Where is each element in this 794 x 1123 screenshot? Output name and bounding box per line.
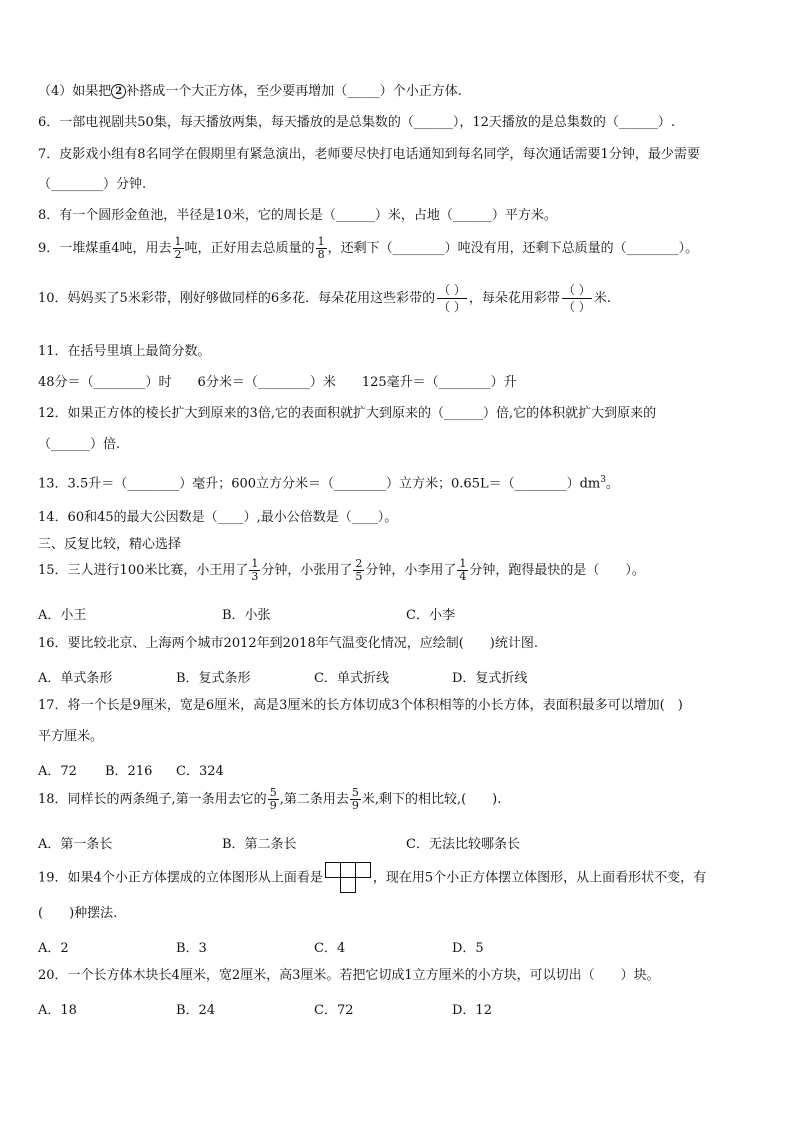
question-15: 15．三人进行100米比赛，小王用了 $\frac{1}{3}$ 分钟，小张用了 $\frac{2}{5}$ 分钟，小李用了 $\frac{1}{4}$ 分钟，跑得最快的是（ ）。 bbox=[38, 557, 645, 583]
question-14: 14．60和45的最大公因数是（____）,最小公倍数是（____）。 bbox=[38, 510, 398, 525]
option-a: A．单式条形 bbox=[38, 671, 113, 686]
question-17-line1: 17．将一个长是9厘米，宽是6厘米，高是3厘米的长方体切成3个体积相等的小长方体，表面积最多可以增加( ) bbox=[38, 698, 683, 713]
question-11-line2: 48分＝（________）时 6分米＝（________）米 125毫升＝（________）升 bbox=[38, 375, 517, 390]
fraction: $\frac{2}{5}$ bbox=[355, 557, 363, 583]
blank-fraction: （ ） （ ） bbox=[562, 283, 591, 314]
fraction: $\frac{1}{4}$ bbox=[459, 557, 467, 583]
option-c: C．单式折线 bbox=[314, 671, 389, 686]
option-a: A．2 bbox=[38, 941, 69, 956]
option-b: B．复式条形 bbox=[176, 671, 251, 686]
fraction: $\frac{1}{3}$ bbox=[251, 557, 259, 583]
option-b: B．24 bbox=[176, 1003, 216, 1018]
question-16: 16．要比较北京、上海两个城市2012年到2018年气温变化情况，应绘制( )统计图. bbox=[38, 636, 538, 651]
option-d: D．12 bbox=[452, 1003, 492, 1018]
question-11-line1: 11．在括号里填上最简分数。 bbox=[38, 344, 211, 359]
option-c: C．324 bbox=[176, 764, 224, 779]
option-c: C．小李 bbox=[406, 608, 455, 623]
option-d: D．复式折线 bbox=[452, 671, 528, 686]
question-7-line2: （________）分钟. bbox=[38, 177, 147, 192]
question-19: 19．如果4个小正方体摆成的立体图形从上面看是 ，现在用5个小正方体摆立体图形，从上面看形状不变，有 bbox=[38, 862, 706, 894]
option-d: D．5 bbox=[452, 941, 484, 956]
question-12-line1: 12．如果正方体的棱长扩大到原来的3倍,它的表面积就扩大到原来的（______）倍,它的体积就扩大到原来的 bbox=[38, 406, 657, 421]
question-12-line2: （______）倍. bbox=[38, 437, 121, 452]
fraction: $\frac{1}{2}$ bbox=[174, 235, 182, 261]
option-b: B．第二条长 bbox=[222, 837, 297, 852]
option-c: C．72 bbox=[314, 1003, 354, 1018]
top-view-figure bbox=[325, 862, 371, 894]
question-9: 9．一堆煤重4吨，用去 $\frac{1}{2}$ 吨，正好用去总质量的 $\frac{1}{8}$ ，还剩下（________）吨没有用，还剩下总质量的（________）。 bbox=[38, 235, 699, 261]
question-8: 8．有一个圆形金鱼池，半径是10米，它的周长是（______）米，占地（______）平方米。 bbox=[38, 208, 557, 223]
option-a: A．72 bbox=[38, 764, 77, 779]
section-heading: 三、反复比较，精心选择 bbox=[38, 537, 182, 552]
fraction: $\frac{5}{9}$ bbox=[351, 786, 359, 812]
question-19-line2: ( )种摆法. bbox=[38, 906, 118, 921]
option-b: B．216 bbox=[105, 764, 153, 779]
question-18: 18．同样长的两条绳子,第一条用去它的 $\frac{5}{9}$ ,第二条用去 $\frac{5}{9}$ 米,剩下的相比较,( ). bbox=[38, 786, 502, 812]
question-17-line2: 平方厘米。 bbox=[38, 729, 104, 744]
option-a: A．18 bbox=[38, 1003, 77, 1018]
question-7-line1: 7．皮影戏小组有8名同学在假期里有紧急演出，老师要尽快打电话通知到每名同学，每次通话需要1分钟，最少需要 bbox=[38, 147, 700, 162]
question-20: 20．一个长方体木块长4厘米，宽2厘米，高3厘米。若把它切成1立方厘米的小方块，可以切出（ ）块。 bbox=[38, 968, 660, 983]
question-10: 10．妈妈买了5米彩带，刚好够做同样的6多花．每朵花用这些彩带的 （ ） （ ） ，每朵花用彩带 （ ） （ ） 米. bbox=[38, 283, 611, 314]
fraction: $\frac{1}{8}$ bbox=[317, 235, 325, 261]
option-a: A．第一条长 bbox=[38, 837, 113, 852]
option-c: C．无法比较哪条长 bbox=[406, 837, 520, 852]
q4-sub-line: （4）如果把 2 补搭成一个大正方体，至少要再增加（_____）个小正方体. bbox=[38, 84, 462, 99]
option-b: B．小张 bbox=[222, 608, 271, 623]
question-6: 6．一部电视剧共50集，每天播放两集，每天播放的是总集数的（______），12天播放的是总集数的（______）. bbox=[38, 115, 675, 130]
fraction: $\frac{5}{9}$ bbox=[269, 786, 277, 812]
question-13: 13．3.5升＝（________）毫升；600立方分米＝（________）立方米；$0.65L=(\_\_\_\_\_\_\_\_)dm^3$。 bbox=[38, 475, 620, 492]
blank-fraction: （ ） （ ） bbox=[438, 283, 466, 314]
option-a: A．小王 bbox=[38, 608, 87, 623]
circled-number: 2 bbox=[111, 84, 126, 99]
option-b: B．3 bbox=[176, 941, 207, 956]
option-c: C．4 bbox=[314, 941, 346, 956]
